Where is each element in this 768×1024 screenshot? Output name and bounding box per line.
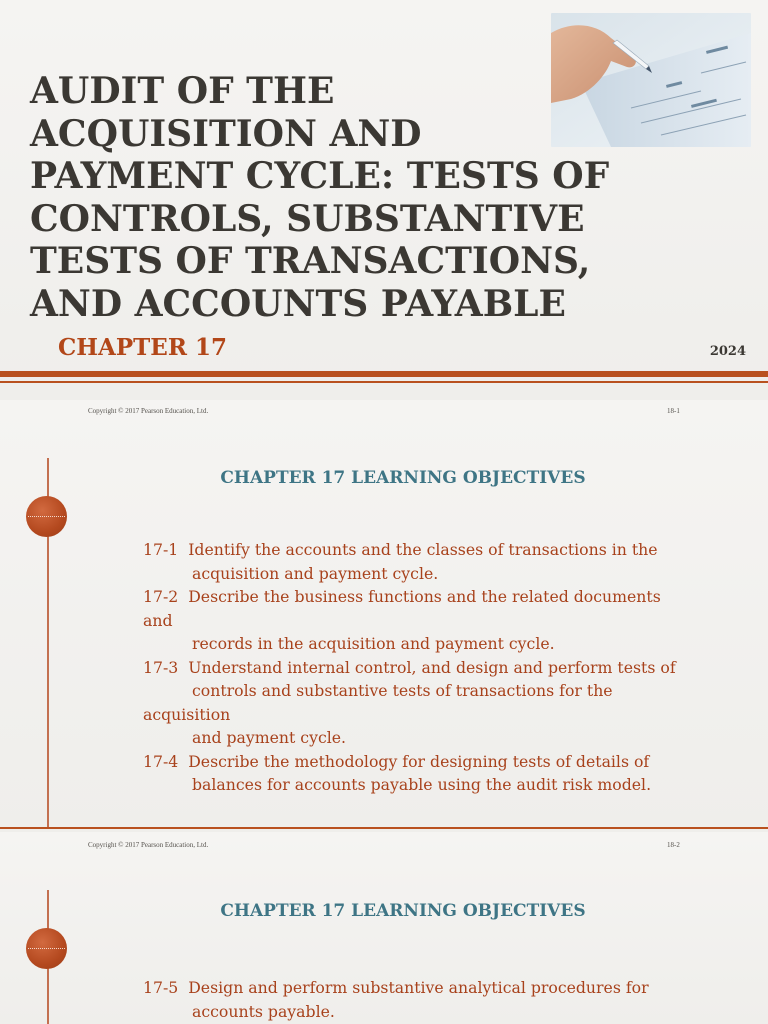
- year-label: 2024: [709, 344, 746, 359]
- objective-item: [143, 976, 733, 1023]
- objective-text: Design and perform substantive analytical procedures for: [188, 978, 649, 997]
- section-heading: CHAPTER 17 LEARNING OBJECTIVES: [220, 468, 586, 488]
- objective-number: 17-2: [143, 587, 179, 606]
- title-line: CONTROLS, SUBSTANTIVE: [30, 197, 585, 240]
- copyright-footer: Copyright © 2017 Pearson Education, Ltd.: [88, 841, 209, 849]
- objective-text: acquisition: [143, 704, 231, 724]
- objectives-slide-continued: [0, 832, 768, 1024]
- divider-rule-thin: [0, 381, 768, 383]
- title-line: PAYMENT CYCLE: TESTS OF: [30, 155, 610, 198]
- slide-number: 18-2: [667, 841, 680, 849]
- objective-number: 17-3: [143, 657, 179, 677]
- title-line: TESTS OF TRANSACTIONS,: [30, 240, 591, 283]
- objective-item: [143, 538, 733, 585]
- title-line: AUDIT OF THE: [30, 70, 335, 112]
- objective-number: 17-5: [143, 978, 179, 997]
- title-slide: [0, 0, 768, 400]
- objective-text: records in the acquisition and payment cycle.: [192, 634, 555, 653]
- title-line: ACQUISITION AND: [30, 112, 422, 155]
- presentation-title: [30, 70, 610, 326]
- objective-text: and: [143, 610, 173, 630]
- objective-item: [143, 585, 733, 656]
- slide-number: 18-1: [667, 407, 680, 415]
- objective-text: and payment cycle.: [192, 728, 347, 747]
- timeline-dot: [26, 928, 67, 969]
- title-line: AND ACCOUNTS PAYABLE: [30, 282, 566, 325]
- objective-text: Understand internal control, and design and perform tests of: [188, 657, 676, 677]
- objectives-list: [143, 976, 733, 1023]
- objective-item: [143, 750, 733, 797]
- section-heading: CHAPTER 17 LEARNING OBJECTIVES: [220, 901, 586, 921]
- divider-rule: [0, 371, 768, 377]
- objective-number: 17-4: [143, 751, 179, 771]
- objective-text: Identify the accounts and the classes of transactions in the: [188, 540, 658, 559]
- objective-text: accounts payable.: [192, 1001, 335, 1021]
- divider-rule-thin: [0, 827, 768, 829]
- objective-item: [143, 656, 733, 750]
- objective-text: Describe the business functions and the related documents: [188, 587, 661, 606]
- objective-text: balances for accounts payable using the audit risk model.: [192, 775, 652, 794]
- objectives-list: [143, 538, 733, 797]
- objectives-slide: [0, 400, 768, 832]
- copyright-footer: Copyright © 2017 Pearson Education, Ltd.: [88, 407, 209, 415]
- objective-number: 17-1: [143, 540, 179, 559]
- objective-text: controls and substantive tests of transactions for the: [192, 681, 613, 700]
- objective-text: acquisition and payment cycle.: [192, 563, 439, 583]
- objective-text: Describe the methodology for designing tests of details of: [188, 751, 650, 771]
- timeline-dot: [26, 496, 67, 537]
- chapter-label: CHAPTER 17: [58, 334, 227, 361]
